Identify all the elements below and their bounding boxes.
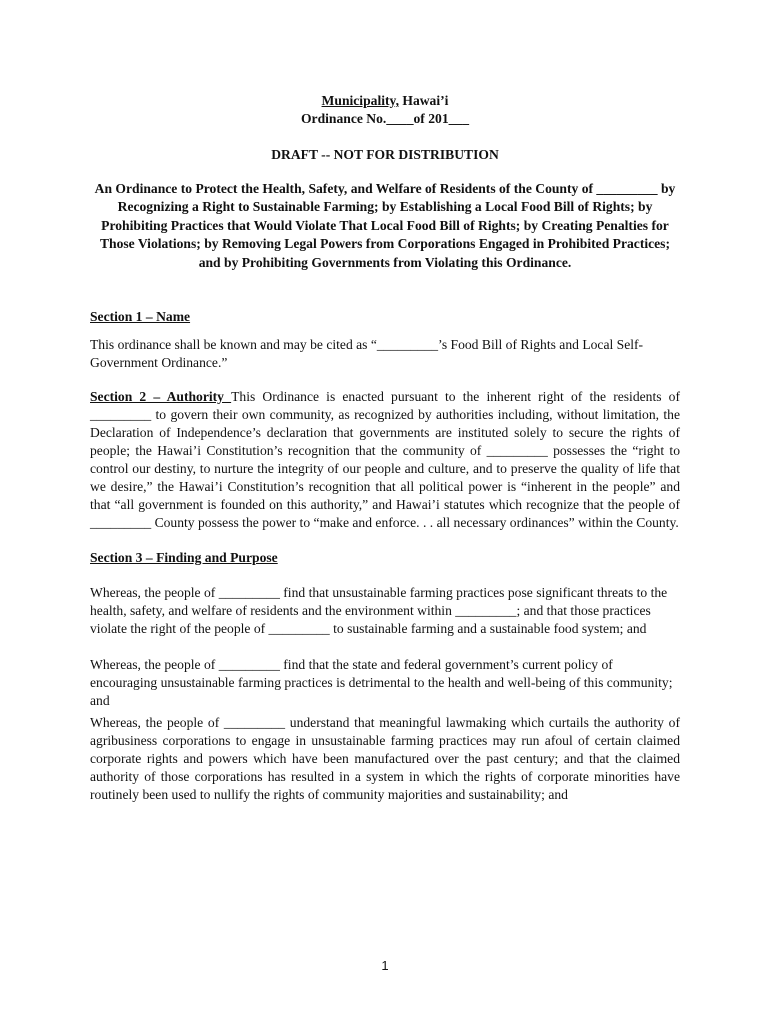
section-2-text: This Ordinance is enacted pursuant to the inherent right of the residents of _________ to govern their own community, as recognized by authorities including, without limitation, the Declaration of Independence’s declaration that governments are instituted solely to secure the rights of people; the Hawai’i Constitution’s recognition that the community of _________ possesses the “right to control our destiny, to nurture the integrity of our people and culture, and to preserve the quality of life that we desire,” the Hawai’i Constitution’s recognition that all political power is “inherent in the people” and that “all government is founded on this authority,” and Hawai’i statutes which recognize that the people of _________ County possess the power to “make and enforce. . . all necessary ordinances” within the County.	[90, 389, 680, 531]
section-1-heading: Section 1 – Name	[90, 309, 191, 325]
section-3-heading: Section 3 – Finding and Purpose	[90, 550, 278, 566]
whereas-paragraph-1: Whereas, the people of _________ find that unsustainable farming practices pose significant threats to the health, safety, and welfare of residents and the environment within _________; and that those practices violate the right of the people of _________ to sustainable farming and a sustainable food system; and	[90, 585, 668, 637]
whereas-paragraph-2: Whereas, the people of _________ find that the state and federal government’s current policy of encouraging unsustainable farming practices is detrimental to the health and well-being of this community; and	[90, 657, 673, 709]
draft-notice: DRAFT -- NOT FOR DISTRIBUTION	[271, 147, 499, 162]
section-1-text: This ordinance shall be known and may be cited as “_________’s Food Bill of Rights and Local Self-Government Ordinance.”	[90, 337, 644, 371]
ordinance-number-line: Ordinance No.____of 201___	[300, 111, 470, 126]
municipality-line	[90, 92, 680, 110]
section-2-paragraph	[90, 388, 680, 532]
ordinance-title: An Ordinance to Protect the Health, Safety, and Welfare of Residents of the County of _________ by Recognizing a Right to Sustainable Farming; by Establishing a Local Food Bill of Rights; by Prohibiting Practices that Would Violate That Local Food Bill of Rights; by Creating Penalties for Those Violations; by Removing Legal Powers from Corporations Engaged in Prohibited Practices; and by Prohibiting Governments from Violating this Ordinance.	[94, 181, 676, 270]
document-header	[90, 92, 680, 128]
page-number: 1	[381, 958, 389, 973]
municipality-place: Hawai’i	[398, 93, 449, 108]
document-page	[90, 92, 680, 804]
whereas-paragraph-3: Whereas, the people of _________ understand that meaningful lawmaking which curtails the authority of agribusiness corporations to engage in unsustainable farming practices may run afoul of certain claimed corporate rights and powers which have been manufactured over the past century; and that the claimed authority of those corporations has resulted in a system in which the rights of corporate minorities have routinely been used to nullify the rights of community majorities and sustainability; and	[90, 715, 680, 803]
section-2-heading: Section 2 – Authority	[90, 389, 232, 405]
municipality-label: Municipality,	[321, 93, 399, 108]
